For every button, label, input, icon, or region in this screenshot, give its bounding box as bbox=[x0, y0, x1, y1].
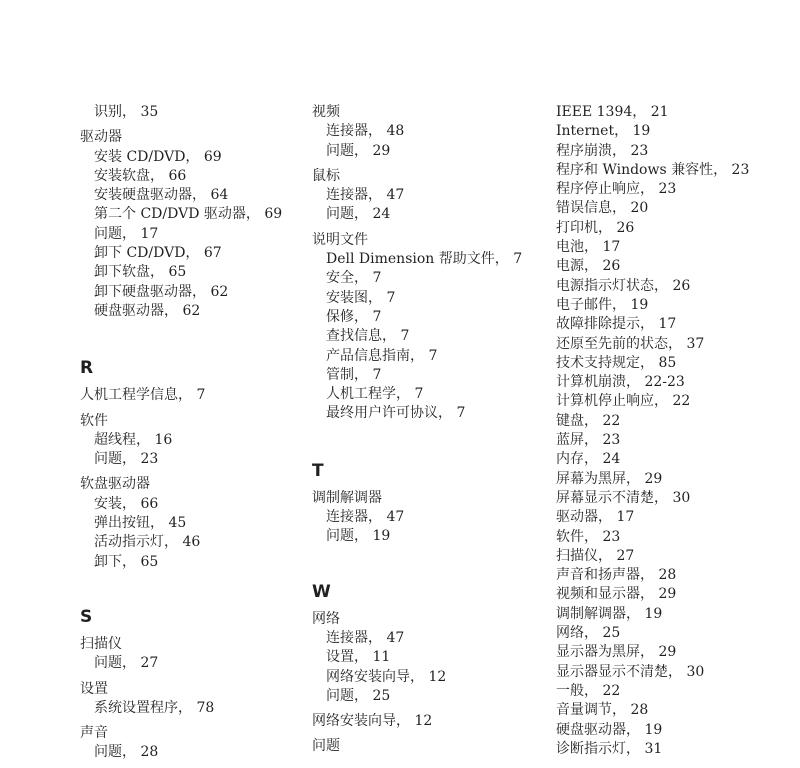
index-subentry: 活动指示灯， 46 bbox=[94, 534, 201, 551]
index-entry: 鼠标 bbox=[312, 167, 340, 184]
index-subentry: 网络安装向导， 12 bbox=[326, 668, 447, 685]
index-entry: 程序停止响应， 23 bbox=[556, 181, 677, 198]
index-entry: 电池， 17 bbox=[556, 239, 621, 256]
index-subentry: 连接器， 48 bbox=[326, 123, 405, 140]
index-entry: 说明文件 bbox=[312, 231, 368, 248]
index-entry: 音量调节， 28 bbox=[556, 702, 649, 719]
index-entry: 打印机， 26 bbox=[556, 219, 635, 236]
index-column-3 bbox=[556, 103, 796, 759]
index-subentry: 人机工程学， 7 bbox=[326, 386, 424, 403]
section-spacer bbox=[80, 572, 295, 602]
index-subentry: 卸下软盘， 65 bbox=[94, 264, 187, 281]
index-entry: IEEE 1394， 21 bbox=[556, 104, 669, 120]
index-entry: 扫描仪 bbox=[80, 635, 122, 652]
index-column-2 bbox=[312, 103, 542, 757]
index-entry: 声音 bbox=[80, 725, 108, 742]
index-entry: 扫描仪， 27 bbox=[556, 547, 635, 564]
index-entry: 驱动器 bbox=[80, 129, 122, 146]
index-subentry: 查找信息， 7 bbox=[326, 328, 410, 345]
index-entry: 计算机崩溃， 22-23 bbox=[556, 374, 685, 391]
index-subentry: 硬盘驱动器， 62 bbox=[94, 302, 201, 319]
index-column-1 bbox=[80, 103, 295, 763]
index-subentry: 第二个 CD/DVD 驱动器， 69 bbox=[94, 206, 283, 223]
index-entry: 调制解调器， 19 bbox=[556, 605, 663, 622]
index-subentry: 管制， 7 bbox=[326, 366, 382, 383]
index-entry: 网络 bbox=[312, 610, 340, 627]
index-entry: 视频和显示器， 29 bbox=[556, 586, 677, 603]
index-entry: 电子邮件， 19 bbox=[556, 296, 649, 313]
index-entry: 调制解调器 bbox=[312, 489, 382, 506]
index-entry: 网络安装向导， 12 bbox=[312, 713, 433, 730]
index-entry: 技术支持规定， 85 bbox=[556, 354, 677, 371]
index-entry: 驱动器， 17 bbox=[556, 509, 635, 526]
index-subentry: 问题， 27 bbox=[94, 655, 159, 672]
index-entry: 网络， 25 bbox=[556, 625, 621, 642]
index-entry: 程序崩溃， 23 bbox=[556, 142, 649, 159]
index-entry: 错误信息， 20 bbox=[556, 200, 649, 217]
index-entry: 电源指示灯状态， 26 bbox=[556, 277, 691, 294]
index-subentry: 连接器， 47 bbox=[326, 629, 405, 646]
index-entry: 还原至先前的状态， 37 bbox=[556, 335, 705, 352]
index-subentry: 问题， 29 bbox=[326, 142, 391, 159]
index-entry: 屏幕显示不清楚， 30 bbox=[556, 489, 691, 506]
index-entry: 诊断指示灯， 31 bbox=[556, 740, 663, 757]
index-subentry: 保修， 7 bbox=[326, 308, 382, 325]
index-entry: 电源， 26 bbox=[556, 258, 621, 275]
index-section-letter: T bbox=[312, 460, 324, 481]
index-entry: 蓝屏， 23 bbox=[556, 432, 621, 449]
index-entry: 内存， 24 bbox=[556, 451, 621, 468]
index-subentry: 安装硬盘驱动器， 64 bbox=[94, 187, 229, 204]
index-subentry: 超线程， 16 bbox=[94, 431, 173, 448]
index-subentry: 问题， 28 bbox=[94, 744, 159, 761]
index-entry: 显示器为黑屏， 29 bbox=[556, 644, 677, 661]
index-subentry: 问题， 17 bbox=[94, 225, 159, 242]
index-subentry: 系统设置程序， 78 bbox=[94, 699, 215, 716]
index-entry: 声音和扬声器， 28 bbox=[556, 567, 677, 584]
index-subentry: 识别， 35 bbox=[94, 104, 159, 120]
index-subentry: Dell Dimension 帮助文件， 7 bbox=[326, 251, 523, 268]
index-entry: 设置 bbox=[80, 680, 108, 697]
index-subentry: 最终用户许可协议， 7 bbox=[326, 405, 466, 422]
index-subentry: 问题， 23 bbox=[94, 451, 159, 468]
index-entry: 一般， 22 bbox=[556, 682, 621, 699]
index-subentry: 卸下硬盘驱动器， 62 bbox=[94, 283, 229, 300]
index-entry: 程序和 Windows 兼容性， 23 bbox=[556, 161, 750, 178]
index-entry: 显示器显示不清楚， 30 bbox=[556, 663, 705, 680]
section-spacer bbox=[312, 424, 542, 456]
index-entry: 键盘， 22 bbox=[556, 412, 621, 429]
index-subentry: 连接器， 47 bbox=[326, 187, 405, 204]
index-subentry: 弹出按钮， 45 bbox=[94, 515, 187, 532]
index-entry: Internet， 19 bbox=[556, 123, 651, 140]
index-subentry: 安全， 7 bbox=[326, 270, 382, 287]
index-subentry: 卸下， 65 bbox=[94, 553, 159, 570]
index-entry: 人机工程学信息， 7 bbox=[80, 387, 206, 404]
index-subentry: 安装 CD/DVD， 69 bbox=[94, 148, 222, 165]
section-spacer bbox=[80, 321, 295, 353]
index-entry: 软件， 23 bbox=[556, 528, 621, 545]
index-subentry: 连接器， 47 bbox=[326, 509, 405, 526]
index-subentry: 问题， 24 bbox=[326, 206, 391, 223]
index-entry: 屏幕为黑屏， 29 bbox=[556, 470, 663, 487]
section-spacer bbox=[312, 547, 542, 577]
index-section-letter: W bbox=[312, 581, 331, 602]
index-subentry: 卸下 CD/DVD， 67 bbox=[94, 245, 222, 262]
index-subentry: 问题， 19 bbox=[326, 528, 391, 545]
index-section-letter: R bbox=[80, 358, 94, 379]
index-subentry: 安装图， 7 bbox=[326, 289, 396, 306]
index-entry: 故障排除提示， 17 bbox=[556, 316, 677, 333]
index-section-letter: S bbox=[80, 606, 93, 627]
index-subentry: 问题， 25 bbox=[326, 687, 391, 704]
index-entry: 问题 bbox=[312, 738, 340, 755]
index-entry: 软盘驱动器 bbox=[80, 476, 150, 493]
index-subentry: 产品信息指南， 7 bbox=[326, 347, 438, 364]
index-entry: 计算机停止响应， 22 bbox=[556, 393, 691, 410]
index-subentry: 安装软盘， 66 bbox=[94, 167, 187, 184]
index-entry: 视频 bbox=[312, 104, 340, 120]
index-entry: 软件 bbox=[80, 412, 108, 429]
index-subentry: 设置， 11 bbox=[326, 649, 391, 666]
index-entry: 硬盘驱动器， 19 bbox=[556, 721, 663, 738]
index-subentry: 安装， 66 bbox=[94, 495, 159, 512]
